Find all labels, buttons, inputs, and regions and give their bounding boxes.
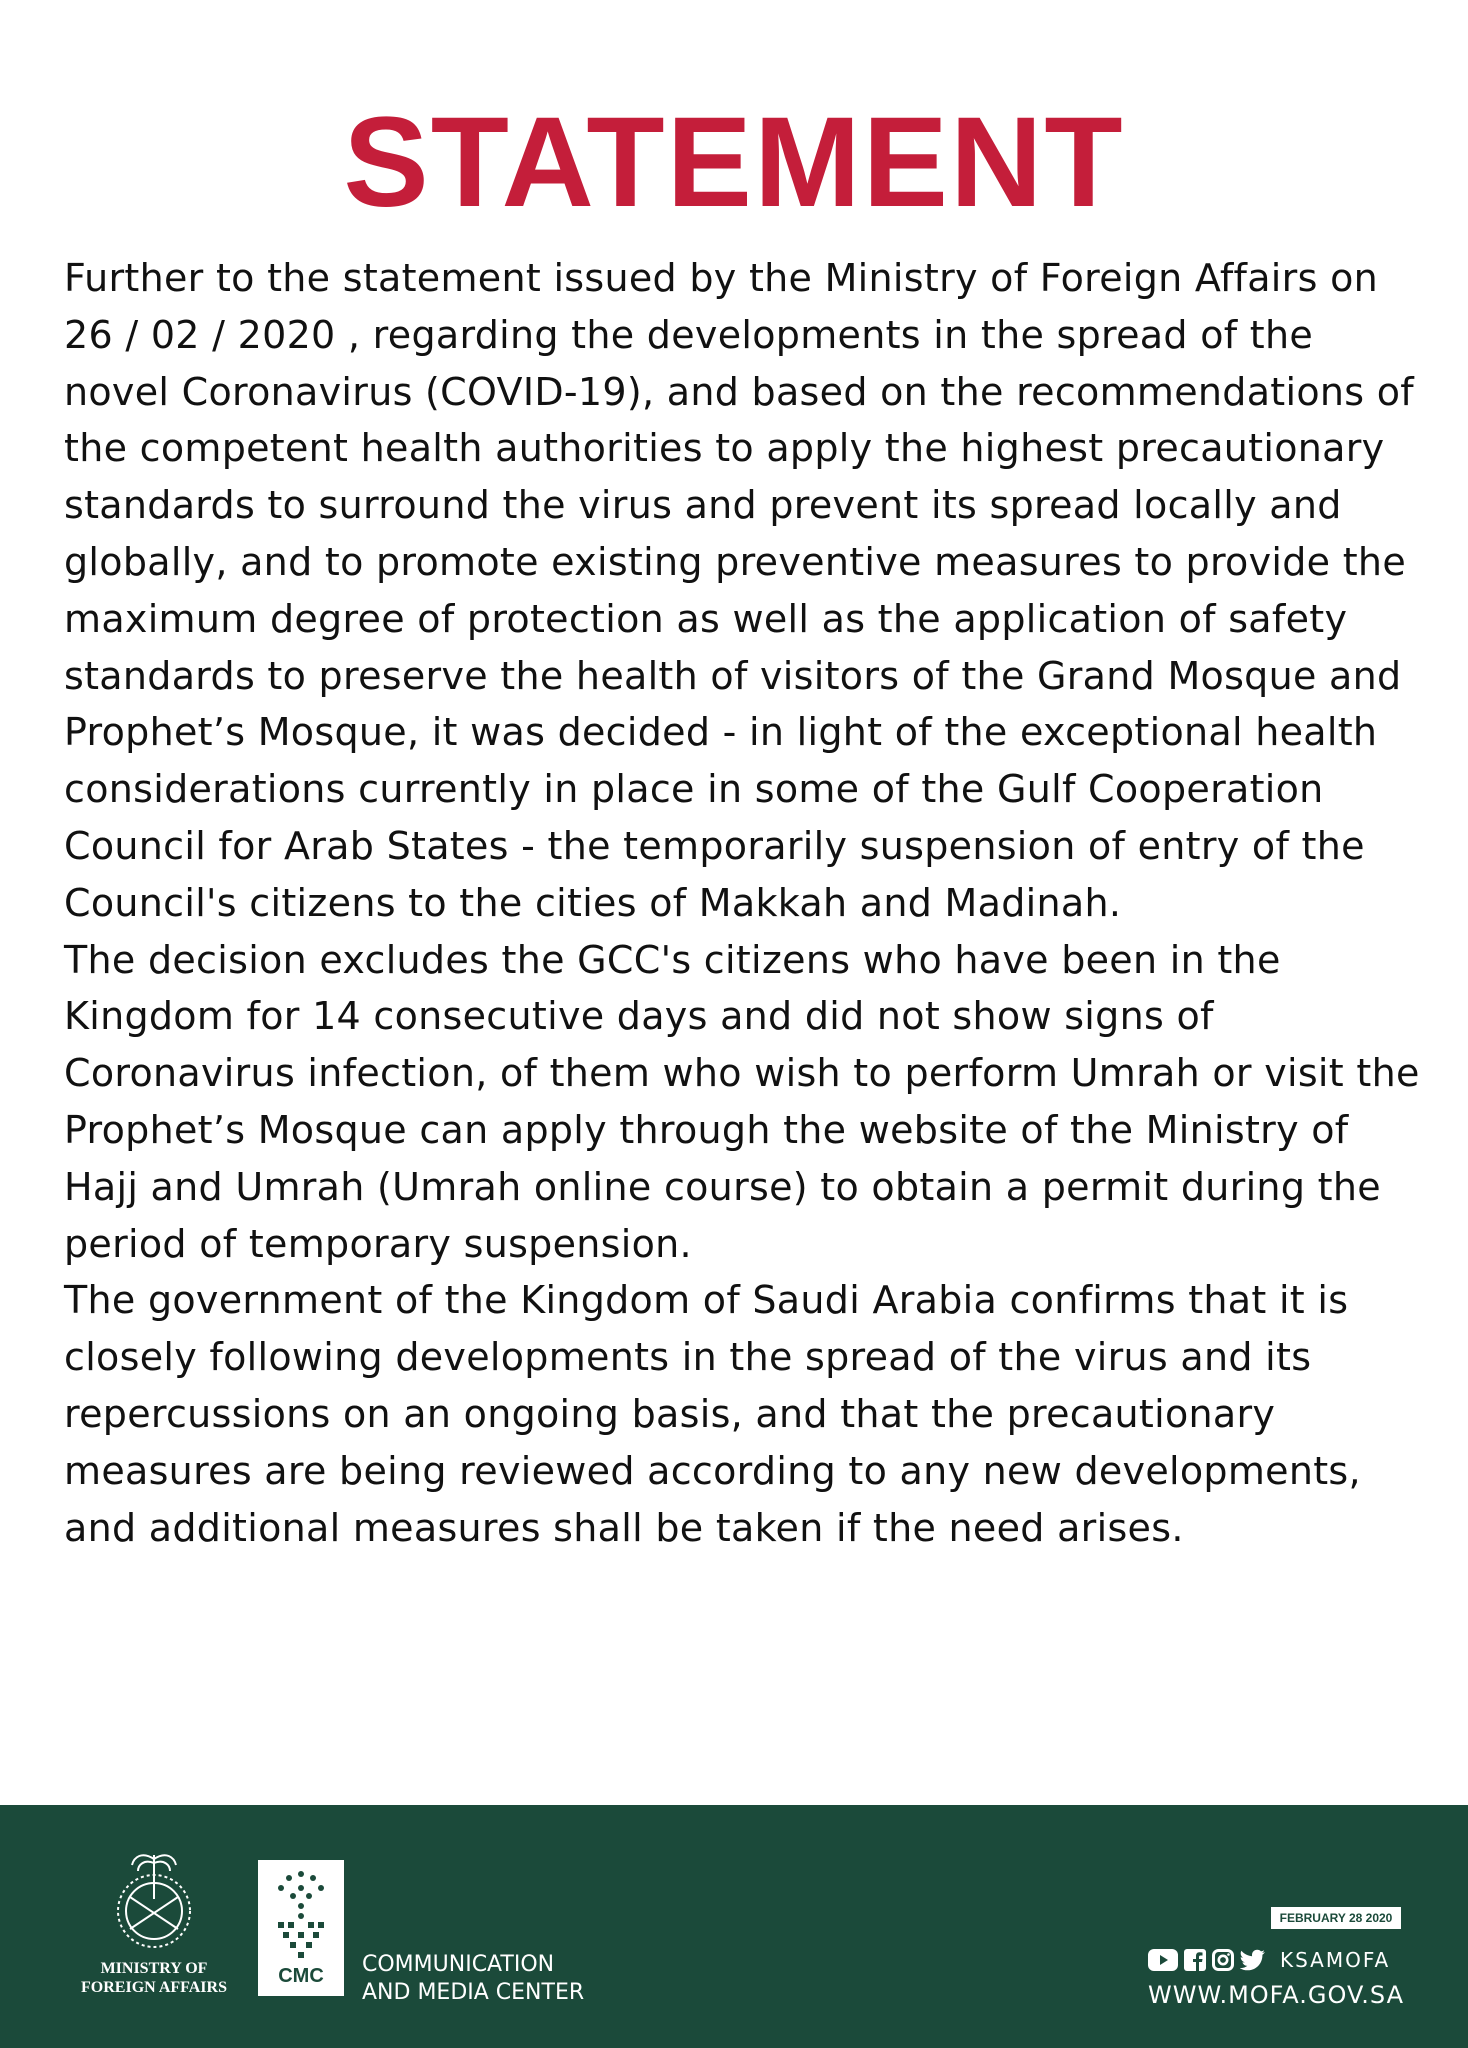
page-title: STATEMENT (343, 91, 1125, 234)
social-links (1148, 1947, 1390, 1973)
cmc-logo (258, 1860, 344, 1996)
instagram-icon[interactable] (1212, 1949, 1234, 1971)
website-link[interactable]: WWW.MOFA.GOV.SA (1148, 1981, 1405, 2009)
cmc-line-2: AND MEDIA CENTER (362, 1980, 585, 2005)
paragraph-2: The decision excludes the GCC's citizens who have been in the Kingdom for 14 consecutive days and did not show signs of Coronavirus infection, of them who wish to perform Umrah or visit the Prophet’s Mosque can apply through the website of the Ministry of Hajj and Umrah (Umrah online course) to obtain a permit during the period of temporary suspension. (64, 937, 1420, 1266)
facebook-icon[interactable] (1184, 1949, 1206, 1971)
social-handle[interactable]: KSAMOFA (1280, 1948, 1391, 1972)
ministry-line-1: MINISTRY OF (100, 1960, 208, 1977)
cmc-name (362, 1951, 584, 2007)
cmc-abbr: CMC (278, 1965, 324, 1987)
twitter-icon[interactable] (1240, 1949, 1266, 1971)
ministry-line-2: FOREIGN AFFAIRS (81, 1979, 227, 1996)
ministry-name (66, 1959, 242, 1997)
date-badge: FEBRUARY 28 2020 (1271, 1907, 1401, 1929)
ministry-logo (66, 1847, 242, 2007)
footer-bar (0, 1805, 1468, 2048)
cmc-dots-icon (258, 1866, 344, 1966)
cmc-line-1: COMMUNICATION (362, 1952, 555, 1977)
saudi-emblem-icon (102, 1847, 206, 1955)
statement-body (64, 250, 1424, 1556)
youtube-icon[interactable] (1148, 1949, 1178, 1971)
paragraph-3: The government of the Kingdom of Saudi Arabia confirms that it is closely following developments in the spread of the virus and its repercussions on an ongoing basis, and that the precautionary measures are being reviewed according to any new developments, and additional measures shall be taken if the need arises. (64, 1278, 1361, 1550)
paragraph-1: Further to the statement issued by the Ministry of Foreign Affairs on 26 / 02 / 2020 , regarding the developments in the spread of the novel Coronavirus (COVID-19), and based on the recommendations of the competent health authorities to apply the highest precautionary standards to surround the virus and prevent its spread locally and globally, and to promote existing preventive measures to provide the maximum degree of protection as well as the application of safety standards to preserve the health of visitors of the Grand Mosque and Prophet’s Mosque, it was decided - in light of the exceptional health considerations currently in place in some of the Gulf Cooperation Council for Arab States - the temporarily suspension of entry of the Council's citizens to the cities of Makkah and Madinah. (64, 256, 1414, 925)
